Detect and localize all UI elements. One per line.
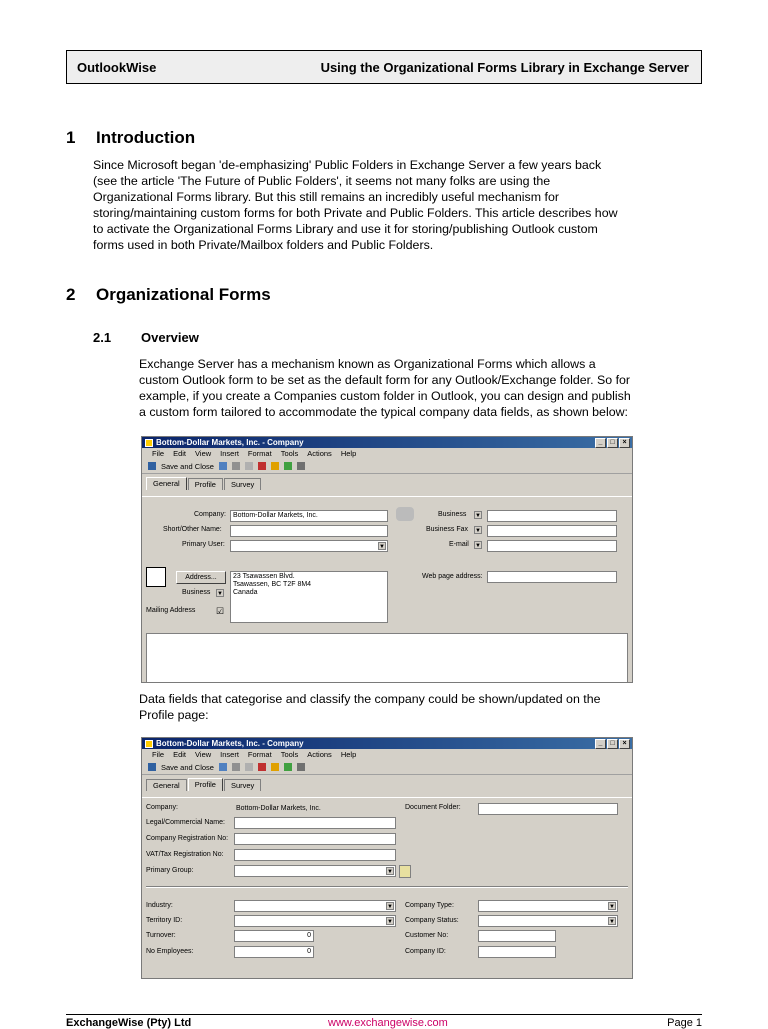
profile-panel [142,797,632,979]
chevron-down-icon[interactable]: ▼ [609,904,615,910]
menu-help[interactable]: Help [340,750,357,759]
industry-label: Industry: [146,902,173,909]
chevron-down-icon[interactable]: ▼ [217,591,223,597]
menu-insert[interactable]: Insert [220,449,239,458]
turnover-field[interactable]: 0 [234,930,314,942]
notes-field[interactable] [146,633,628,683]
menu-format[interactable]: Format [247,449,272,458]
general-form-screenshot [141,436,633,683]
disk-icon[interactable] [219,763,227,771]
company-status-select[interactable] [478,915,618,927]
minimize-button[interactable]: _ [595,739,606,749]
email-label: E-mail [449,541,469,548]
primary-user-select[interactable] [230,540,388,552]
legal-name-label: Legal/Commercial Name: [146,819,225,826]
menu-tools[interactable]: Tools [280,750,299,759]
divider [146,886,628,888]
vat-label: VAT/Tax Registration No: [146,851,224,858]
vat-field[interactable] [234,849,396,861]
business-phone-field[interactable] [487,510,617,522]
tab-survey[interactable]: Survey [224,478,261,490]
disk-icon[interactable] [219,462,227,470]
text-line: custom Outlook form to be set as the default form for any Outlook/Exchange folder. So for [139,373,631,387]
registration-label: Company Registration No: [146,835,229,842]
maximize-button[interactable]: □ [607,739,618,749]
attach-icon[interactable] [245,763,253,771]
company-label: Company: [146,804,178,811]
address-line: Tsawassen, BC T2F 8M4 [233,581,312,588]
text-line: a custom form tailored to accommodate the typical company data fields, as shown below: [139,405,628,419]
web-page-field[interactable] [487,571,617,583]
turnover-label: Turnover: [146,932,176,939]
phone-icon [396,507,414,521]
app-icon [145,740,153,748]
tab-general[interactable]: General [146,779,187,791]
territory-select[interactable] [234,915,396,927]
header-left: OutlookWise [77,59,157,75]
section-number: 2 [66,285,76,304]
menu-view[interactable]: View [195,750,212,759]
menu-actions[interactable]: Actions [307,750,332,759]
address-line: 23 Tsawassen Blvd. [233,573,295,580]
web-page-label: Web page address: [422,573,483,580]
intro-paragraph [93,157,703,253]
minimize-button[interactable]: _ [595,438,606,448]
flag-icon[interactable] [258,462,266,470]
menu-bar [142,749,632,760]
text-line: to activate the Organizational Forms Library and use it for storing/publishing Outlook custom [93,222,598,236]
primary-group-label: Primary Group: [146,867,194,874]
window-titlebar [142,437,632,448]
menu-help[interactable]: Help [340,449,357,458]
header-right: Using the Organizational Forms Library in Exchange Server [320,59,689,75]
page-number: Page 1 [667,1017,702,1029]
page-footer [66,1014,702,1029]
menu-format[interactable]: Format [247,750,272,759]
save-icon [148,763,156,771]
section-title: Introduction [96,128,196,147]
company-label: Company: [194,511,226,518]
contacts-icon[interactable] [284,763,292,771]
dial-icon[interactable] [297,763,305,771]
chevron-down-icon[interactable]: ▼ [387,919,393,925]
tab-profile[interactable]: Profile [188,778,223,791]
menu-file[interactable]: File [152,449,165,458]
tab-profile[interactable]: Profile [188,478,223,490]
page-header [66,50,702,84]
short-name-field[interactable] [230,525,388,537]
chevron-down-icon[interactable]: ▼ [387,904,393,910]
company-value: Bottom-Dollar Markets, Inc. [236,805,321,812]
document-folder-label: Document Folder: [405,804,461,811]
category-icon[interactable] [271,763,279,771]
text-line: forms used in both Private/Mailbox folders and Public Folders. [93,238,434,252]
dial-icon[interactable] [297,462,305,470]
text-line: storing/maintaining custom forms for both Private and Public Folders. This article describes how [93,206,618,220]
tab-strip [142,779,632,791]
company-id-field[interactable] [478,946,556,958]
maximize-button[interactable]: □ [607,438,618,448]
customer-number-label: Customer No: [405,932,449,939]
menu-edit[interactable]: Edit [173,750,187,759]
text-line: Exchange Server has a mechanism known as Organizational Forms which allows a [139,357,596,371]
menu-file[interactable]: File [152,750,165,759]
category-icon[interactable] [271,462,279,470]
industry-select[interactable] [234,900,396,912]
business-fax-label: Business Fax [426,526,469,533]
primary-group-select[interactable] [234,865,396,877]
business-phone-label: Business [438,511,467,518]
section-title: Overview [141,330,199,345]
window-titlebar [142,738,632,749]
profile-form-screenshot [141,737,633,979]
text-line: Data fields that categorise and classify the company could be shown/updated on the [139,692,601,706]
close-button[interactable]: × [619,739,630,749]
employees-field[interactable]: 0 [234,946,314,958]
profile-paragraph [139,691,704,723]
short-name-label: Short/Other Name: [163,526,222,533]
save-and-close-button[interactable]: Save and Close [161,461,214,471]
attach-icon[interactable] [245,462,253,470]
email-field[interactable] [487,540,617,552]
chevron-down-icon[interactable]: ▼ [387,869,393,875]
footer-company: ExchangeWise (Pty) Ltd [66,1017,192,1029]
tab-general[interactable]: General [146,477,187,490]
menu-tools[interactable]: Tools [280,449,299,458]
print-icon[interactable] [232,462,240,470]
chevron-down-icon[interactable]: ▼ [475,528,481,534]
company-status-label: Company Status: [405,917,459,924]
text-line: example, if you create a Companies custom folder in Outlook, you can design and publish [139,389,631,403]
legal-name-field[interactable] [234,817,396,829]
document-folder-field[interactable] [478,803,618,815]
window-title: Bottom-Dollar Markets, Inc. - Company [156,438,304,447]
company-field[interactable]: Bottom-Dollar Markets, Inc. [230,510,388,522]
territory-label: Territory ID: [146,917,183,924]
text-line: Organizational Forms library. But this still remains an incredibly useful mechanism for [93,190,559,204]
text-line: Profile page: [139,708,209,722]
chevron-down-icon[interactable]: ▼ [475,543,481,549]
app-icon [145,439,153,447]
text-line: Since Microsoft began 'de-emphasizing' Public Folders in Exchange Server a few years back [93,158,602,172]
menu-edit[interactable]: Edit [173,449,187,458]
home-icon [146,567,166,587]
customer-number-field[interactable] [478,930,556,942]
menu-insert[interactable]: Insert [220,750,239,759]
address-field[interactable] [230,571,388,623]
section-number: 2.1 [93,330,112,345]
window-title: Bottom-Dollar Markets, Inc. - Company [156,739,304,748]
text-line: (see the article 'The Future of Public Folders', it seems not many folks are using the [93,174,551,188]
address-line: Canada [233,589,258,596]
section-title: Organizational Forms [96,285,271,304]
menu-view[interactable]: View [195,449,212,458]
registration-field[interactable] [234,833,396,845]
toolbar [142,459,632,474]
flag-icon[interactable] [258,763,266,771]
company-type-label: Company Type: [405,902,454,909]
contacts-icon[interactable] [284,462,292,470]
tab-survey[interactable]: Survey [224,779,261,791]
chevron-down-icon[interactable]: ▼ [475,513,481,519]
employees-label: No Employees: [146,948,194,955]
menu-actions[interactable]: Actions [307,449,332,458]
print-icon[interactable] [232,763,240,771]
general-panel [142,496,632,683]
menu-bar [142,448,632,459]
edit-group-icon[interactable] [399,865,411,878]
section-number: 1 [66,128,76,147]
tab-strip [142,478,632,490]
company-type-select[interactable] [478,900,618,912]
company-id-label: Company ID: [405,948,446,955]
close-button[interactable]: × [619,438,630,448]
address-button[interactable]: Address... [176,571,226,584]
chevron-down-icon[interactable]: ▼ [609,919,615,925]
save-icon [148,462,156,470]
primary-user-label: Primary User: [182,541,225,548]
address-type-label: Business [182,589,211,596]
mailing-address-checkbox[interactable]: ☑ [216,606,225,616]
toolbar [142,760,632,775]
footer-link[interactable]: www.exchangewise.com [328,1017,448,1029]
business-fax-field[interactable] [487,525,617,537]
mailing-address-label: Mailing Address [146,607,196,614]
save-and-close-button[interactable]: Save and Close [161,762,214,772]
overview-paragraph [139,356,704,420]
chevron-down-icon[interactable]: ▼ [379,544,385,550]
